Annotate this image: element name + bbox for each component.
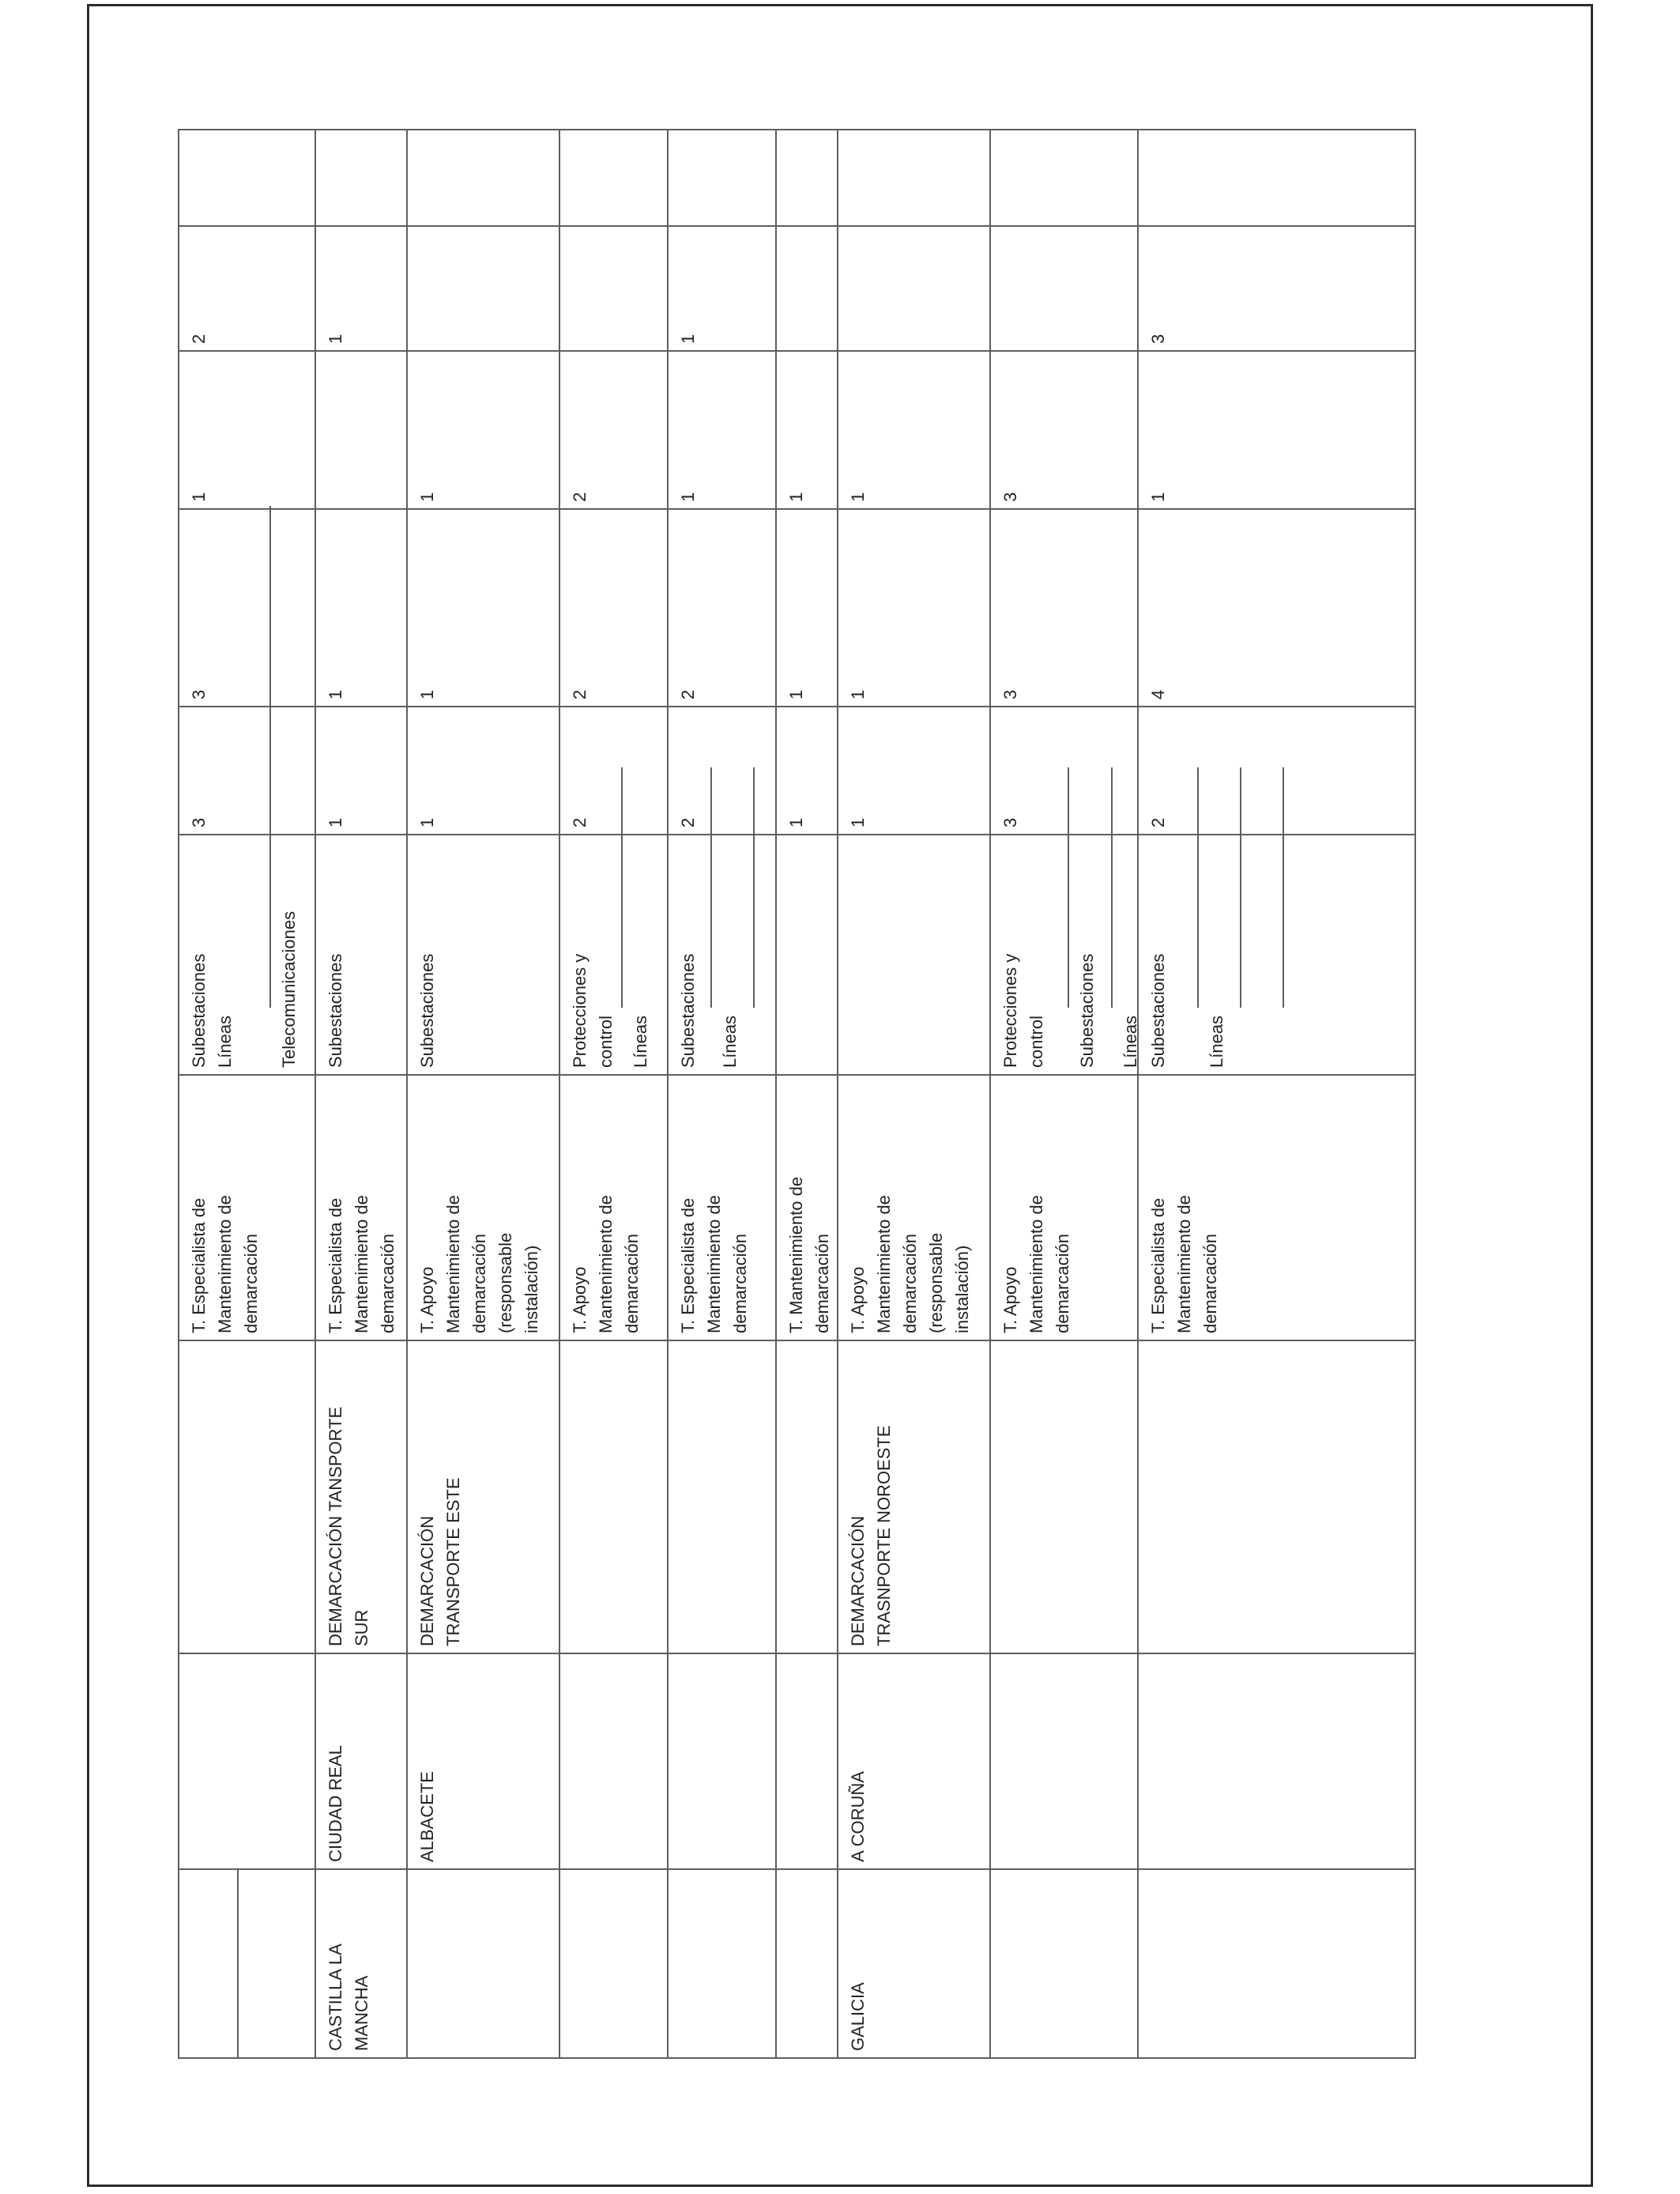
count-cell: 1 — [1148, 492, 1168, 502]
col-divider — [178, 508, 1416, 510]
specialty-cell: Telecomunicaciones — [279, 910, 299, 1068]
community-galicia: GALICIA — [848, 1982, 868, 2051]
row-divider — [989, 129, 991, 2059]
specialty-cell: Líneas — [631, 1015, 650, 1068]
count-cell: 1 — [417, 689, 437, 699]
col-divider — [178, 225, 1416, 227]
specialty-cell: Subestaciones Líneas — [189, 953, 235, 1068]
cell-divider — [710, 767, 712, 1008]
specialty-cell: Subestaciones — [1148, 953, 1168, 1068]
specialty-cell: Protecciones y control — [1000, 953, 1046, 1068]
cell-divider — [1240, 767, 1241, 1008]
count-cell: 1 — [326, 334, 345, 344]
col-divider — [178, 350, 1416, 352]
specialty-cell: Líneas — [720, 1015, 740, 1068]
community-castilla: CASTILLA LA MANCHA — [326, 1943, 371, 2051]
specialty-cell: Líneas — [1207, 1015, 1226, 1068]
count-cell: 1 — [848, 817, 868, 827]
table-border-left — [178, 2057, 1416, 2059]
row-divider — [559, 129, 560, 2059]
col-divider — [178, 834, 1416, 835]
count-cell: 1 — [326, 817, 345, 827]
role-cell: T. Apoyo Mantenimiento de demarcación — [1000, 1195, 1072, 1333]
count-cell: 1 — [786, 817, 806, 827]
count-cell: 1 — [417, 492, 437, 502]
row-divider — [837, 129, 838, 2059]
cell-divider — [1111, 767, 1113, 1008]
demarcation-noroeste: DEMARCACIÓN TRASNPORTE NOROESTE — [848, 1425, 894, 1646]
cell-divider — [1283, 767, 1284, 1008]
table-border-bottom — [1414, 129, 1416, 2059]
count-cell: 2 — [189, 334, 209, 344]
role-cell: T. Especialista de Mantenimiento de demarcación — [326, 1195, 397, 1333]
count-cell: 2 — [1148, 817, 1168, 827]
count-cell: 2 — [678, 817, 698, 827]
row-divider — [1137, 129, 1139, 2059]
role-cell: T. Apoyo Mantenimiento de demarcación — [570, 1195, 642, 1333]
cell-divider — [269, 506, 271, 1008]
row-divider — [775, 129, 777, 2059]
count-cell: 2 — [570, 689, 590, 699]
role-cell: T. Mantenimiento de demarcación — [786, 1176, 832, 1333]
province-albacete: ALBACETE — [417, 1771, 437, 1862]
role-cell: T. Especialista de Mantenimiento de demarcación — [1148, 1195, 1220, 1333]
count-cell: 3 — [189, 817, 209, 827]
col-divider — [178, 1868, 1416, 1870]
row-divider — [667, 129, 669, 2059]
count-cell: 1 — [189, 492, 209, 502]
cell-divider — [1068, 767, 1069, 1008]
specialty-cell: Subestaciones — [1077, 953, 1097, 1068]
specialty-cell: Protecciones y control — [570, 953, 616, 1068]
demarcation-este: DEMARCACIÓN TRANSPORTE ESTE — [417, 1477, 463, 1646]
specialty-cell: Subestaciones — [417, 953, 437, 1068]
count-cell: 1 — [786, 492, 806, 502]
specialty-cell: Subestaciones — [678, 953, 698, 1068]
cell-divider — [237, 1868, 239, 2059]
col-divider — [178, 706, 1416, 707]
count-cell: 3 — [1000, 492, 1020, 502]
count-cell: 2 — [570, 817, 590, 827]
demarcation-sur: DEMARCACIÓN TANSPORTE SUR — [326, 1406, 371, 1646]
table-border-top — [178, 129, 179, 2059]
count-cell: 1 — [678, 492, 698, 502]
col-divider — [178, 1653, 1416, 1654]
cell-divider — [1197, 767, 1199, 1008]
count-cell: 1 — [417, 817, 437, 827]
count-cell: 1 — [678, 334, 698, 344]
province-ciudad-real: CIUDAD REAL — [326, 1745, 345, 1862]
count-cell: 1 — [848, 492, 868, 502]
role-cell: T. Apoyo Mantenimiento de demarcación (responsable instalación) — [417, 1195, 541, 1333]
table-border-right — [178, 129, 1416, 130]
row-divider — [406, 129, 408, 2059]
col-divider — [178, 1340, 1416, 1341]
role-cell: T. Especialista de Mantenimiento de demarcación — [678, 1195, 750, 1333]
cell-divider — [621, 767, 623, 1008]
count-cell: 3 — [1148, 334, 1168, 344]
count-cell: 3 — [1000, 817, 1020, 827]
count-cell: 4 — [1148, 689, 1168, 699]
count-cell: 3 — [1000, 689, 1020, 699]
count-cell: 1 — [786, 689, 806, 699]
cell-divider — [753, 767, 755, 1008]
role-cell: T. Especialista de Mantenimiento de demarcación — [189, 1195, 261, 1333]
specialty-cell: Líneas — [1121, 1015, 1140, 1068]
count-cell: 3 — [189, 689, 209, 699]
count-cell: 2 — [570, 492, 590, 502]
count-cell: 2 — [678, 689, 698, 699]
province-a-coruna: A CORUÑA — [848, 1771, 868, 1862]
col-divider — [178, 1074, 1416, 1076]
count-cell: 1 — [848, 689, 868, 699]
count-cell: 1 — [326, 689, 345, 699]
staff-table — [178, 129, 1416, 2059]
specialty-cell: Subestaciones — [326, 953, 345, 1068]
row-divider — [315, 129, 316, 2059]
role-cell: T. Apoyo Mantenimiento de demarcación (responsable instalación) — [848, 1195, 972, 1333]
